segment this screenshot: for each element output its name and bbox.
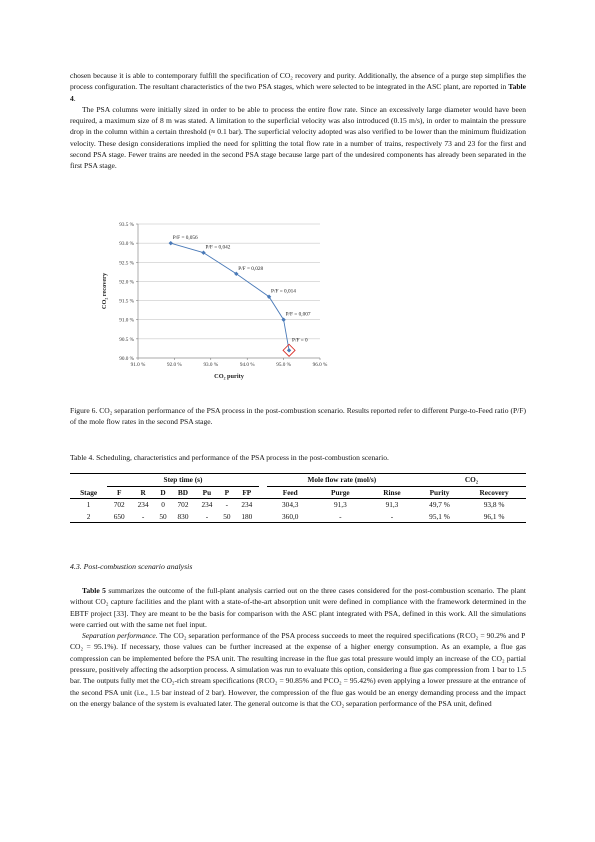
section-heading: 4.3. Post-combustion scenario analysis bbox=[70, 562, 193, 571]
table-cell: 234 bbox=[241, 500, 253, 510]
series-line bbox=[171, 243, 289, 350]
data-point bbox=[201, 251, 205, 255]
body-text bbox=[70, 585, 526, 709]
table-row bbox=[70, 511, 526, 523]
chart-svg bbox=[70, 210, 526, 390]
column-header-purge: Purge bbox=[314, 486, 367, 499]
table-cell: - bbox=[225, 500, 229, 510]
intro-text bbox=[70, 70, 526, 172]
table-cell: - bbox=[131, 511, 155, 523]
table-cell: 234 bbox=[137, 500, 149, 510]
column-header-p: P bbox=[219, 486, 235, 499]
x-tick-label: 91.0 % bbox=[130, 362, 146, 368]
table-cell: 93,8 % bbox=[483, 500, 505, 510]
table-5-reference: Table 5 bbox=[82, 586, 106, 595]
column-header-recovery: Recovery bbox=[462, 486, 526, 499]
body-paragraph-1: Table 5 summarizes the outcome of the full-plant analysis carried out on the three cases considered for the post-combustion scenario. The plant without CO₂ capture facilities and the plant with a state-of-the-art absorption unit were defined in compliance with the framework determined in the EBTF project [33]. They are meant to be the basis for comparison with the ASC plant integrated with PSA, defined in this work. All the simulations were carried out with the same net fuel input. bbox=[70, 586, 526, 629]
table-cell: 702 bbox=[113, 500, 125, 510]
intro-paragraph-2: The PSA columns were initially sized in order to be able to process the entire flow rate. Since an excessively large diameter would have been required, a maximum size of 8 m was stated. A limitation to the superficial velocity was also introduced (0.15 m/s), in order to maintain the pressure drop in the column within a certain threshold (≈ 0.1 bar). The superficial velocity adopted was also verified to be lower than the minimum fluidization velocity. These design considerations implied the need for splitting the total flow rate in a number of trains, respectively 73 and 23 for the first and second PSA stage. Fewer trains are needed in the second PSA stage because large part of the undesired components has already been separated in the first PSA stage. bbox=[70, 104, 526, 171]
y-tick-label: 93.0 % bbox=[119, 241, 134, 248]
data-label: P/F = 0,014 bbox=[271, 288, 296, 295]
x-axis-label: CO₂ purity bbox=[214, 373, 244, 380]
table-cell: 234 bbox=[201, 500, 213, 510]
data-label: P/F = 0,056 bbox=[172, 235, 198, 242]
x-tick-label: 95.0 % bbox=[276, 362, 291, 368]
column-header-pu: Pu bbox=[195, 486, 219, 499]
column-header-stage: Stage bbox=[70, 486, 107, 499]
mole-flow-group-header: Mole flow rate (mol/s) bbox=[267, 474, 417, 487]
table-cell: 95,1 % bbox=[417, 511, 462, 523]
table-cell: 702 bbox=[177, 500, 189, 510]
table-cell: 50 bbox=[155, 511, 171, 523]
table-caption: Table 4. Scheduling, characteristics and performance of the PSA process in the post-combustion scenario. bbox=[70, 453, 389, 462]
figure-6-chart bbox=[70, 210, 526, 390]
y-tick-label: 92.0 % bbox=[119, 279, 134, 286]
table-cell: 180 bbox=[235, 511, 259, 523]
figure-caption: Figure 6. CO₂ separation performance of the PSA process in the post-combustion scenario. Results reported refer to different Purge-to-Feed ratio (P/F) of the mole flow rates in the second PSA stage. bbox=[70, 406, 526, 427]
table-cell: 96,1 % bbox=[462, 511, 526, 523]
y-tick-label: 91.0 % bbox=[119, 317, 134, 324]
column-header-r: R bbox=[131, 486, 155, 499]
table-cell: 650 bbox=[107, 511, 131, 523]
column-header-bd: BD bbox=[171, 486, 195, 499]
table-body bbox=[70, 499, 526, 523]
table-cell: 49,7 % bbox=[429, 500, 450, 510]
table-cell: 2 bbox=[70, 511, 107, 523]
table-header-row bbox=[70, 486, 526, 499]
x-tick-label: 96.0 % bbox=[312, 362, 328, 368]
column-header-fp: FP bbox=[235, 486, 259, 499]
y-tick-label: 91.5 % bbox=[119, 298, 134, 305]
table-cell: 91,3 bbox=[333, 500, 347, 510]
table-cell: 50 bbox=[219, 511, 235, 523]
column-header-rinse: Rinse bbox=[367, 486, 417, 499]
data-label: P/F = 0,007 bbox=[285, 311, 311, 318]
data-point bbox=[169, 241, 173, 245]
table-cell: 91,3 bbox=[385, 500, 399, 510]
table-4-reference: Table 4 bbox=[70, 82, 526, 103]
y-tick-label: 90.5 % bbox=[119, 336, 134, 343]
x-tick-label: 92.0 % bbox=[167, 362, 182, 368]
data-point bbox=[287, 348, 291, 352]
column-header-d: D bbox=[155, 486, 171, 499]
data-point bbox=[281, 318, 285, 322]
co2-group-header: CO₂ bbox=[417, 474, 526, 487]
column-header-feed: Feed bbox=[267, 486, 314, 499]
x-tick-label: 93.0 % bbox=[203, 362, 219, 368]
table-cell: 360,0 bbox=[267, 511, 314, 523]
table-row bbox=[70, 499, 526, 511]
table-cell: - bbox=[367, 511, 417, 523]
column-header-purity: Purity bbox=[417, 486, 462, 499]
y-tick-label: 93.5 % bbox=[119, 222, 134, 228]
data-label: P/F = 0,028 bbox=[238, 265, 264, 272]
table-cell: - bbox=[195, 511, 219, 523]
y-axis-label: CO₂ recovery bbox=[101, 272, 108, 310]
table-cell: 830 bbox=[171, 511, 195, 523]
table-4 bbox=[70, 473, 526, 523]
table-cell: 304,3 bbox=[282, 500, 299, 510]
step-time-group-header: Step time (s) bbox=[107, 474, 259, 487]
data-label: P/F = 0,042 bbox=[205, 244, 231, 251]
intro-paragraph-1: chosen because it is able to contemporary fulfill the specification of CO₂ recovery and purity. Additionally, the absence of a purge step simplifies the process configuration. The resultant characteristics of the two PSA stages, which were selected to be integrated in the ASC plant, are reported in Table 4. bbox=[70, 71, 526, 103]
body-paragraph-2: Separation performance. The CO₂ separation performance of the PSA process succeeds to meet the required specifications (R CO₂ = 90.2% and P CO₂ = 95.1%). If necessary, those values can be further increased at the expense of a higher energy consumption. As an example, a flue gas compression can be implemented before the PSA unit. The resulting increase in the flue gas total pressure would imply an increase of the CO₂ partial pressure, positively affecting the adsorption process. A simulation was run to evaluate this option, considering a flue gas compression from 1 bar to 1.5 bar. The outputs fully met the CO₂-rich stream specifications (R CO₂ = 90.85% and P CO₂ = 95.42%) even applying a lower pressure at the entrance of the second PSA unit (i.e., 1.5 bar instead of 2 bar). However, the compression of the flue gas would be an energy demanding process and the impact on the energy balance of the system is evaluated later. The general outcome is that the CO₂ separation performance of the PSA unit, defined bbox=[70, 631, 526, 708]
table-cell: - bbox=[314, 511, 367, 523]
y-tick-label: 92.5 % bbox=[119, 260, 134, 267]
x-tick-label: 94.0 % bbox=[239, 362, 255, 368]
data-label: P/F = 0 bbox=[292, 337, 308, 344]
column-header-f: F bbox=[107, 486, 131, 499]
performance-table bbox=[70, 473, 526, 523]
y-tick-label: 90.0 % bbox=[119, 356, 134, 362]
separation-performance-lead: Separation performance. bbox=[82, 631, 158, 641]
table-cell: 1 bbox=[86, 500, 91, 510]
table-cell: 0 bbox=[161, 500, 165, 510]
table-group-header-row bbox=[70, 474, 526, 487]
